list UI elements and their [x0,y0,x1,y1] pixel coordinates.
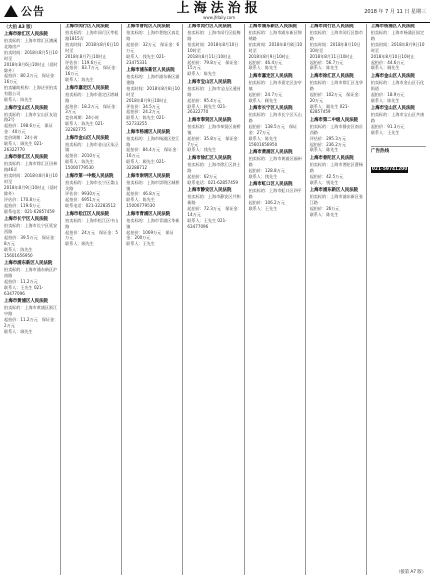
notice-line: 起拍价：42.5万元 [309,173,344,179]
notice-line: 联系人：陈先生 [65,77,94,83]
notice-line: 拍卖标的：上海市闵行区虹梅路 [187,29,241,41]
auction-notice [4,217,58,258]
notice-line: 评估价：119.6万元 [65,59,102,65]
notice-line: 2018年8月10日10时止 [370,53,415,59]
notice-line: 起拍价：56.7万元 [309,59,344,65]
notice-line: 起拍价：6951万元 [65,197,101,203]
auction-notice [4,32,58,103]
notice-line: 拍卖时间：2018年8月5日10时至 [4,49,58,61]
notice-column [124,24,183,575]
notice-line: 联系人：王先生 [248,205,278,211]
notice-line: 拍卖标的：上海市青浦区华新镇 [126,217,180,229]
auction-notice [187,24,241,77]
auction-notice [249,150,303,180]
notice-line: 联系人：陈先生 021-52733255 [126,115,166,127]
notice-line: 拍卖时间：2018年8月10日10时至 [309,41,361,53]
notice-line: 联系人：顾先生 021-32288712 [126,159,166,171]
notice-line: 2018年8月11日10时止 [187,53,232,59]
notice-line: 拍卖标的：上海市黄浦区浙江中路 [4,305,58,317]
auction-notice [249,106,303,147]
notice-court-title: 上海市徐汇区人民法院 [187,155,232,161]
notice-line: 2018年8月9日10时止（延时除外） [4,185,58,197]
notice-line: 拍卖时间：2018年8月9日10时至 [370,41,425,53]
paper-url: www.jfdaily.com [203,15,236,20]
ad-contact-title: 广告热线 [370,148,390,154]
notice-line: 起拍价：18.2万元 保证金：3万元 [65,103,120,115]
notice-court-title: 上海市金山区人民法院 [65,135,110,141]
notice-court-title: 上海市第二中级人民法院 [309,117,359,123]
notice-court-title: 上海市闵行区人民法院 [65,24,110,29]
masthead [74,2,364,20]
notice-line: 竞价周期：24小时 [65,115,100,121]
notice-line: 起拍价：1069万元 保证金：200万元 [126,229,174,241]
notice-line: 拍卖标的：上海市静安区共和新路 [187,193,241,205]
notice-court-title: 上海市嘉定区人民法院 [65,85,110,91]
auction-notice [310,118,364,154]
notice-line: 评估价：9930万元 [65,191,101,197]
notice-line: 起拍价：44.6万元 [370,59,405,65]
notice-line: 竞价周期：24小时 [4,135,38,141]
notice-line: 起拍价：198.6万元 保证金：40万元 [4,123,53,135]
notice-line: 联系人：顾先生 [248,97,278,103]
auction-notice [310,188,364,218]
notice-line: 起拍价：24万元 保证金：5万元 [65,229,118,241]
notice-column [247,24,306,575]
notice-line: 起拍价：32万元 保证金：6万元 [126,41,180,53]
notice-court-title: 上海市第一中级人民法院 [65,173,114,179]
ad-contact-phone: 021-59741200 [371,166,408,172]
auction-notice [4,106,58,153]
notice-line: 拍卖标的：上海市浦东新区沪南路 [4,267,58,279]
notice-court-title: 上海市长宁区人民法院 [4,217,48,223]
notice-court-title: 上海市黄浦区人民法院 [4,299,48,305]
notice-line: 起拍价：236.2万元 [309,141,346,147]
page-header [0,0,430,23]
notice-line: 拍卖标的：上海市浦东新区锦绣路 [248,29,302,41]
section-label [4,3,74,19]
notice-line: 拍卖标的：上海市徐汇区漕溪北路房产 [4,37,58,49]
notice-line: 拍卖标的：上海市宝山区友谊路2号 [4,111,58,123]
notice-line: 拍卖时间：2018年8月8日10时至 [248,41,303,53]
notice-court-title: 上海市崇明区人民法院 [126,173,171,179]
auction-notice [65,86,119,133]
notice-line: 起拍价：11.2万元 保证金：2万元 [4,317,59,328]
notice-line: 拍卖标的：上海市虹口区四平路 [248,188,302,199]
notice-line: 联系人：王先生 021-63477096 [187,217,227,229]
notice-line: 起拍价：35.8万元 保证金：7万元 [187,135,242,147]
auction-notice [371,74,426,104]
notice-court-title: 上海市闵行区人民法院 [187,24,232,29]
notice-line: 拍卖标的：上海市普陀区真北路 [126,29,180,41]
notice-line: 起拍价：46.4万元 [248,59,283,65]
notice-line: 联系人：顾先生 021-62857459 [309,103,349,115]
notice-line: 联系人：顾先生 021-26322770 [187,103,227,115]
notice-line: 拍卖标的：上海市奉贤区南桥镇 [187,123,241,135]
auction-notice [65,136,119,172]
notice-line: 起拍价：24.2万元 [126,109,160,115]
notice-line: 联系人：顾先生 021-26322770 [4,141,44,153]
notice-line: 起拍价：2010万元 [65,153,101,159]
notice-line: 拍卖标的：上海市杨浦区国定路 [370,29,425,41]
auction-notice [187,118,241,154]
notice-line: 拍卖时间：2018年8月10日10时至 [187,41,239,53]
notice-line: 拍卖标的：上海市闵行区都市路 [309,29,363,41]
notice-line: 拍卖标的：上海市松江区中山路 [65,217,119,229]
notice-court-title: 上海市闵行区人民法院 [309,24,354,29]
notice-line: 起拍价：24.7万元 [248,91,283,97]
notice-line: 联系人：陈先生 [309,211,339,217]
notice-column [63,24,122,575]
notice-line: 拍卖标的：上海市崇明区城桥镇 [126,179,180,191]
auction-notice [65,174,119,210]
notice-line: 联系电话：021-62857459 [4,208,55,214]
notice-line: 联系人：钱先生 [309,179,339,185]
auction-notice [126,24,180,65]
notice-court-title: 上海市杨浦区人民法院 [370,24,415,29]
notice-line: 拍卖标的：上海市徐汇区斜土路 [187,161,241,173]
notice-line: 起拍价：106.2万元 [248,199,285,205]
notice-line: 联系人：陈先生 [4,97,33,103]
notice-line: 联系人：陈先生 [370,97,400,103]
notice-court-title: 上海市普陀区人民法院 [309,155,354,161]
notice-line: 拍卖标的：上海市宝山区共康路 [370,111,425,123]
notice-line: 联系人：顾先生 [65,241,94,247]
notice-line: 拍卖标的：上海市徐汇区龙华路 [309,79,363,91]
notice-line: 拍卖时间：2018年8月6日10时至 [65,41,119,53]
notice-court-title: 上海市宝山区人民法院 [4,105,48,111]
notice-line: 联系人：钱先生 021-23475331 [126,53,166,65]
notice-line: 评估价：295.3万元 [309,135,346,141]
notice-court-title: 上海市奉贤区人民法院 [187,117,232,123]
notice-court-title: 上海市青浦区人民法院 [126,211,171,217]
notice-line: 拍卖标的：上海市长宁区延安西路 [4,223,58,235]
notice-line: 拍卖标的：上海市静安区南京西路 [309,123,363,135]
notice-line: 拍卖时间：2018年8月8日10时至 [4,173,58,185]
notice-line: 联系人：王先生 021-63477096 [4,284,44,296]
notice-line: 拍卖标的：上海市闵行区莘松路1815弄 [65,29,119,41]
notice-column [2,24,61,575]
notice-line: 拍卖标的：上海市金山区朱泾镇 [65,141,119,153]
notice-line: 拍卖标的：上海市普陀区曹杨路 [309,161,363,173]
notice-court-title: 上海市浦东新区人民法院 [126,67,175,73]
notice-court-title: 上海市杨浦区人民法院 [126,129,171,135]
auction-notice [249,74,303,104]
notice-line: 起拍价：72.3万元 保证金：14万元 [187,205,242,217]
ad-contact-box [371,146,426,174]
notice-line: 评估价：170.8万元 [4,196,41,202]
notice-court-title: 上海市金山区人民法院 [370,73,415,79]
auction-notice [249,182,303,212]
section-title: 公告 [21,5,45,18]
notice-line: 拍卖辅助机构：上海泛亚拍卖有限公司 [4,85,58,97]
notice-line: 拍卖标的：上海市杨浦区控江路 [126,135,180,147]
auction-notice [310,156,364,186]
notice-line: 起拍价：39.5万元 保证金：8万元 [4,234,59,246]
notice-line: 评估价：34.5万元 [126,103,160,109]
notice-line: 联系人：顾先生 [4,328,33,334]
notice-line: 联系人：陈先生 [309,147,339,153]
auction-notice [187,188,241,229]
notice-line: 联系人：陈先生 15000779530 [126,197,155,209]
notice-line: 联系人：陈先生 15601656950 [4,246,33,258]
auction-notice [65,24,119,83]
notice-line: 拍卖标的：上海市浦东新区张江路 [309,193,363,205]
notice-line: 联系人：顾先生 [370,65,400,71]
notice-line: 拍卖标的：上海市长宁区娄山关路 [65,179,119,191]
notice-line: 2018年8月7日10时止 [65,53,107,59]
notice-line: 起拍价：11.2万元 [4,278,38,284]
auction-notice [371,24,426,71]
section-triangle-icon [4,5,18,17]
paper-name: 上海法治报 [176,1,262,16]
notice-court-title: 上海市虹口区人民法院 [248,182,293,188]
notice-line: 联系电话：021-62857459 [187,179,239,185]
auction-notice [126,130,180,171]
notice-line: 联系人：陈先生 15601656950 [248,135,278,147]
notice-court-title: 上海市徐汇区人民法院 [4,32,48,37]
auction-notice [310,24,364,71]
notice-column [369,24,428,575]
notice-line: 联系人：王先生 [126,241,155,247]
notice-line: 拍卖标的：上海市嘉定区安亭镇 [248,79,302,91]
auction-notice [310,74,364,115]
notice-line: 起拍价：46.8万元 [126,191,160,197]
notice-line: 联系人：钱先生 [187,147,217,153]
notice-line: 2018年8月11日10时止 [309,53,354,59]
notice-court-title: 上海市黄浦区人民法院 [248,149,293,155]
notice-line: 起拍价：128.8万元 [248,167,285,173]
notice-court-title: 上海市静安区人民法院 [187,188,232,194]
auction-notice [126,212,180,248]
notice-court-title: 上海市宝山区人民法院 [370,106,415,112]
notice-line: 拍卖标的：上海市长宁区天山路 [248,111,302,123]
notice-line: 联系人：陈先生 15000779530 [65,159,94,171]
notice-line: 起拍价：102万元 保证金：20万元 [309,91,363,103]
notice-line: 拍卖标的：上海市宝山区通河路 [187,85,241,97]
notice-court-title: 上海市浦东新区人民法院 [248,24,297,29]
notice-line: 起拍价：62万元 [187,173,218,179]
notice-column [185,24,244,575]
notice-line: 起拍价：91.3万元 [370,123,405,129]
notice-court-title: 上海市浦东新区人民法院 [309,188,359,194]
notice-line: 联系人：陈先生 [309,65,339,71]
notice-line: 拍卖标的：上海市浦东新区浦建路 [126,73,180,85]
notice-line: 起拍价：83.7万元 保证金：16万元 [65,65,120,77]
notice-court-title: 上海市徐汇区人民法院 [4,155,48,161]
notice-line: 起拍价：95.4万元 [187,97,222,103]
auction-notice [249,24,303,71]
notice-line: 起拍价：26万元 [309,205,340,211]
notice-court-title: 上海市徐汇区人民法院 [309,73,354,79]
notice-column [308,24,367,575]
notice-line: 联系人：陈先生 [248,65,278,71]
column-head: （大拍 A3 版） [4,25,35,30]
notice-line: 拍卖标的：上海市金山区石化街道 [370,79,425,91]
notice-court-title: 上海市浦东新区人民法院 [4,261,53,267]
auction-notice [126,68,180,127]
auction-notice [4,299,58,335]
notice-line: 拍卖标的：上海市黄浦区福州路 [248,155,302,167]
auction-notice [187,80,241,116]
auction-notice [126,174,180,210]
notice-line: 起拍价：119.6万元 [4,202,41,208]
auction-notice [4,261,58,297]
notice-line: 2018年8月9日10时止 [126,97,168,103]
notice-line: 起拍价：138.5万元 保证金：27万元 [248,123,298,135]
notice-court-title: 上海市普陀区人民法院 [126,24,171,29]
auction-notice [187,156,241,186]
auction-notice [65,212,119,248]
notice-line: 2018年8月9日10时止 [248,53,290,59]
notice-line: 起拍价：18.9万元 [370,91,405,97]
notice-court-title: 上海市长宁区人民法院 [248,106,293,112]
notice-line: 联系电话：021-32283512 [65,203,116,209]
notice-line: 联系人：陈先生 [187,71,217,77]
issue-date: 2018 年 7 月 11 日 星期三 [364,8,426,15]
notice-line: 联系人：钱先生 [248,173,278,179]
continued-note: （接第 A7 版） [396,570,426,575]
notice-line: 起拍价：84.4万元 保证金：16万元 [126,147,181,159]
auction-notice [371,106,426,136]
notice-court-title: 上海市嘉定区人民法院 [248,73,293,79]
notice-line: 拍卖时间：2018年8月8日10时至 [126,85,180,97]
notice-line: 起拍价：79.8万元 保证金：15万元 [187,59,242,71]
notice-line: 拍卖标的：上海市嘉定区塔城路 [65,91,119,103]
notice-columns [2,24,428,575]
notice-line: 拍卖标的：上海市徐汇区田林路46弄 [4,161,58,173]
notice-line: 2018年8月6日10时止（延时除外） [4,61,58,73]
notice-line: 起拍价：80.2万元 保证金：16万元 [4,73,59,85]
notice-line: 联系人：陈先生 021-32282775 [65,121,105,133]
notice-court-title: 上海市松江区人民法院 [65,211,110,217]
auction-notice [4,155,58,214]
notice-line: 联系人：王先生 [370,129,400,135]
notice-court-title: 上海市宝山区人民法院 [187,79,232,85]
